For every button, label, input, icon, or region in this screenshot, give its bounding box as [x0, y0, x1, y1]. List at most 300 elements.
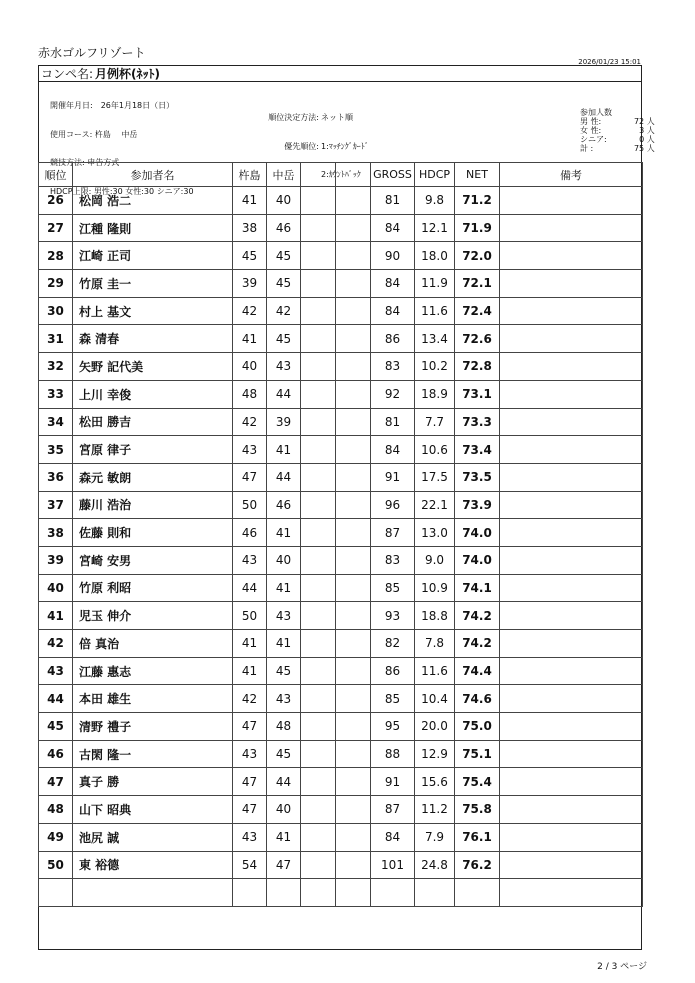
course-3-score-cell	[301, 242, 336, 270]
note-cell	[500, 353, 643, 381]
empty-cell	[415, 879, 455, 907]
note-cell	[500, 823, 643, 851]
ranking-rule-labels	[255, 94, 319, 161]
course-2-score-cell: 46	[267, 214, 301, 242]
net-cell: 72.4	[455, 297, 500, 325]
hdcp-cell: 10.6	[415, 436, 455, 464]
course-2-score-cell: 40	[267, 187, 301, 215]
course-1-score-cell: 41	[233, 657, 267, 685]
header-course-1: 杵島	[233, 163, 267, 187]
course-4-score-cell	[336, 297, 371, 325]
course-4-score-cell	[336, 408, 371, 436]
course-4-score-cell	[336, 491, 371, 519]
course-1-score-cell: 43	[233, 740, 267, 768]
participant-category: 計 :	[580, 144, 594, 153]
note-cell	[500, 408, 643, 436]
player-name-cell: 竹原 利昭	[73, 574, 233, 602]
info-course: 使用コース: 杵島 中岳	[50, 129, 138, 139]
net-cell: 72.0	[455, 242, 500, 270]
course-2-score-cell: 43	[267, 602, 301, 630]
table-row	[39, 491, 643, 519]
table-row	[39, 602, 643, 630]
empty-cell	[336, 879, 371, 907]
header-gross: GROSS	[371, 163, 415, 187]
gross-cell: 87	[371, 519, 415, 547]
note-cell	[500, 713, 643, 741]
hdcp-cell: 7.9	[415, 823, 455, 851]
net-cell: 74.6	[455, 685, 500, 713]
course-4-score-cell	[336, 187, 371, 215]
priority-1-value: 1:ﾏｯﾁﾝｸﾞｶｰﾄﾞ	[321, 141, 369, 151]
course-1-score-cell: 41	[233, 325, 267, 353]
participant-count: 72 人	[633, 117, 655, 126]
gross-cell: 85	[371, 685, 415, 713]
participant-count-row	[580, 144, 655, 153]
priority-label: 優先順位:	[284, 141, 319, 151]
course-3-score-cell	[301, 491, 336, 519]
course-1-score-cell: 48	[233, 380, 267, 408]
course-2-score-cell: 44	[267, 463, 301, 491]
table-row	[39, 851, 643, 879]
note-cell	[500, 270, 643, 298]
empty-cell	[39, 879, 73, 907]
rank-cell: 43	[39, 657, 73, 685]
gross-cell: 92	[371, 380, 415, 408]
player-name-cell: 倍 真治	[73, 630, 233, 658]
participant-count: 75 人	[633, 144, 655, 153]
gross-cell: 82	[371, 630, 415, 658]
participant-count-title: 参加人数	[580, 108, 612, 117]
course-1-score-cell: 43	[233, 823, 267, 851]
ranking-method-value: ネット順	[321, 113, 353, 122]
net-cell: 74.0	[455, 546, 500, 574]
hdcp-cell: 15.6	[415, 768, 455, 796]
priority-2-value: 2:ｶｳﾝﾄﾊﾞｯｸ	[321, 170, 361, 179]
rank-cell: 41	[39, 602, 73, 630]
course-2-score-cell: 43	[267, 685, 301, 713]
gross-cell: 86	[371, 325, 415, 353]
rank-cell: 32	[39, 353, 73, 381]
course-1-score-cell: 47	[233, 463, 267, 491]
player-name-cell: 竹原 圭一	[73, 270, 233, 298]
course-4-score-cell	[336, 574, 371, 602]
note-cell	[500, 546, 643, 574]
net-cell: 73.5	[455, 463, 500, 491]
player-name-cell: 森 清春	[73, 325, 233, 353]
player-name-cell: 森元 敏朗	[73, 463, 233, 491]
course-2-score-cell: 40	[267, 546, 301, 574]
note-cell	[500, 768, 643, 796]
note-cell	[500, 685, 643, 713]
net-cell: 73.1	[455, 380, 500, 408]
course-3-score-cell	[301, 436, 336, 464]
rank-cell: 37	[39, 491, 73, 519]
empty-cell	[301, 879, 336, 907]
table-row	[39, 657, 643, 685]
participant-category: 女 性:	[580, 126, 602, 135]
gross-cell: 101	[371, 851, 415, 879]
course-2-score-cell: 41	[267, 630, 301, 658]
course-2-score-cell: 41	[267, 436, 301, 464]
note-cell	[500, 187, 643, 215]
net-cell: 73.9	[455, 491, 500, 519]
header-name: 参加者名	[73, 163, 233, 187]
net-cell: 72.8	[455, 353, 500, 381]
course-4-score-cell	[336, 602, 371, 630]
course-3-score-cell	[301, 574, 336, 602]
note-cell	[500, 519, 643, 547]
net-cell: 74.4	[455, 657, 500, 685]
empty-row	[39, 879, 643, 907]
course-1-score-cell: 43	[233, 546, 267, 574]
gross-cell: 86	[371, 657, 415, 685]
course-2-score-cell: 44	[267, 380, 301, 408]
course-2-score-cell: 43	[267, 353, 301, 381]
header-course-3	[301, 163, 336, 187]
note-cell	[500, 242, 643, 270]
course-4-score-cell	[336, 270, 371, 298]
player-name-cell: 江藤 惠志	[73, 657, 233, 685]
course-1-score-cell: 46	[233, 519, 267, 547]
player-name-cell: 宮原 律子	[73, 436, 233, 464]
player-name-cell: 真子 勝	[73, 768, 233, 796]
competition-name: 月例杯(ﾈｯﾄ)	[95, 67, 160, 81]
rank-cell: 47	[39, 768, 73, 796]
rank-cell: 45	[39, 713, 73, 741]
rank-cell: 26	[39, 187, 73, 215]
course-1-score-cell: 42	[233, 685, 267, 713]
player-name-cell: 江種 隆則	[73, 214, 233, 242]
table-row	[39, 823, 643, 851]
course-2-score-cell: 48	[267, 713, 301, 741]
course-4-score-cell	[336, 796, 371, 824]
course-3-score-cell	[301, 546, 336, 574]
hdcp-cell: 12.1	[415, 214, 455, 242]
hdcp-cell: 12.9	[415, 740, 455, 768]
course-1-score-cell: 54	[233, 851, 267, 879]
table-row	[39, 242, 643, 270]
net-cell: 72.1	[455, 270, 500, 298]
participant-count-table	[580, 117, 655, 153]
header-net: NET	[455, 163, 500, 187]
course-4-score-cell	[336, 685, 371, 713]
participant-category: シニア:	[580, 135, 607, 144]
hdcp-cell: 10.2	[415, 353, 455, 381]
course-2-score-cell: 40	[267, 796, 301, 824]
course-3-score-cell	[301, 187, 336, 215]
rank-cell: 30	[39, 297, 73, 325]
rank-cell: 48	[39, 796, 73, 824]
rank-cell: 50	[39, 851, 73, 879]
course-2-score-cell: 45	[267, 270, 301, 298]
course-1-score-cell: 47	[233, 768, 267, 796]
table-row	[39, 214, 643, 242]
player-name-cell: 山下 昭典	[73, 796, 233, 824]
course-4-score-cell	[336, 713, 371, 741]
course-4-score-cell	[336, 768, 371, 796]
course-2-score-cell: 41	[267, 519, 301, 547]
player-name-cell: 池尻 誠	[73, 823, 233, 851]
results-table	[38, 162, 643, 907]
net-cell: 73.3	[455, 408, 500, 436]
rank-cell: 27	[39, 214, 73, 242]
rank-cell: 46	[39, 740, 73, 768]
table-row	[39, 380, 643, 408]
net-cell: 76.2	[455, 851, 500, 879]
note-cell	[500, 851, 643, 879]
empty-cell	[267, 879, 301, 907]
player-name-cell: 佐藤 則和	[73, 519, 233, 547]
table-row	[39, 463, 643, 491]
table-row	[39, 685, 643, 713]
player-name-cell: 宮崎 安男	[73, 546, 233, 574]
note-cell	[500, 602, 643, 630]
table-row	[39, 546, 643, 574]
course-2-score-cell: 45	[267, 740, 301, 768]
course-1-score-cell: 47	[233, 713, 267, 741]
course-2-score-cell: 45	[267, 242, 301, 270]
net-cell: 74.0	[455, 519, 500, 547]
course-1-score-cell: 41	[233, 630, 267, 658]
note-cell	[500, 740, 643, 768]
course-1-score-cell: 44	[233, 574, 267, 602]
table-row	[39, 270, 643, 298]
course-3-score-cell	[301, 602, 336, 630]
hdcp-cell: 10.9	[415, 574, 455, 602]
course-2-score-cell: 41	[267, 574, 301, 602]
course-3-score-cell	[301, 713, 336, 741]
course-3-score-cell	[301, 519, 336, 547]
note-cell	[500, 463, 643, 491]
player-name-cell: 村上 基文	[73, 297, 233, 325]
hdcp-cell: 18.9	[415, 380, 455, 408]
net-cell: 75.4	[455, 768, 500, 796]
course-4-score-cell	[336, 242, 371, 270]
note-cell	[500, 325, 643, 353]
info-hdcp-limit: HDCP上限: 男性:30 女性:30 シニア:30	[50, 186, 194, 196]
player-name-cell: 上川 幸俊	[73, 380, 233, 408]
course-2-score-cell: 44	[267, 768, 301, 796]
course-2-score-cell: 45	[267, 657, 301, 685]
participant-count-row	[580, 117, 655, 126]
participant-count-row	[580, 135, 655, 144]
table-row	[39, 796, 643, 824]
header-note: 備考	[500, 163, 643, 187]
net-cell: 76.1	[455, 823, 500, 851]
course-4-score-cell	[336, 657, 371, 685]
note-cell	[500, 796, 643, 824]
net-cell: 75.1	[455, 740, 500, 768]
printed-timestamp: 2026/01/23 15:01	[578, 58, 641, 66]
net-cell: 75.8	[455, 796, 500, 824]
course-1-score-cell: 42	[233, 408, 267, 436]
course-4-score-cell	[336, 380, 371, 408]
course-4-score-cell	[336, 463, 371, 491]
rank-cell: 28	[39, 242, 73, 270]
empty-cell	[233, 879, 267, 907]
hdcp-cell: 7.8	[415, 630, 455, 658]
gross-cell: 81	[371, 187, 415, 215]
empty-cell	[500, 879, 643, 907]
gross-cell: 91	[371, 463, 415, 491]
net-cell: 71.9	[455, 214, 500, 242]
table-header-row	[39, 163, 643, 187]
table-row	[39, 713, 643, 741]
hdcp-cell: 11.9	[415, 270, 455, 298]
gross-cell: 81	[371, 408, 415, 436]
hdcp-cell: 17.5	[415, 463, 455, 491]
gross-cell: 93	[371, 602, 415, 630]
course-2-score-cell: 39	[267, 408, 301, 436]
table-row	[39, 297, 643, 325]
course-2-score-cell: 41	[267, 823, 301, 851]
course-1-score-cell: 50	[233, 602, 267, 630]
gross-cell: 84	[371, 270, 415, 298]
course-4-score-cell	[336, 740, 371, 768]
course-3-score-cell	[301, 270, 336, 298]
table-row	[39, 519, 643, 547]
table-row	[39, 325, 643, 353]
rank-cell: 44	[39, 685, 73, 713]
course-4-score-cell	[336, 353, 371, 381]
hdcp-cell: 18.8	[415, 602, 455, 630]
hdcp-cell: 10.4	[415, 685, 455, 713]
table-row	[39, 740, 643, 768]
hdcp-cell: 7.7	[415, 408, 455, 436]
rank-cell: 39	[39, 546, 73, 574]
note-cell	[500, 436, 643, 464]
participant-count-box	[580, 108, 655, 153]
hdcp-cell: 11.6	[415, 297, 455, 325]
course-3-score-cell	[301, 408, 336, 436]
participant-count-row	[580, 126, 655, 135]
course-4-score-cell	[336, 823, 371, 851]
gross-cell: 84	[371, 297, 415, 325]
table-row	[39, 353, 643, 381]
gross-cell: 95	[371, 713, 415, 741]
course-2-score-cell: 46	[267, 491, 301, 519]
course-4-score-cell	[336, 325, 371, 353]
rank-cell: 35	[39, 436, 73, 464]
participant-count: 3 人	[639, 126, 655, 135]
course-1-score-cell: 47	[233, 796, 267, 824]
header-rank: 順位	[39, 163, 73, 187]
hdcp-cell: 24.8	[415, 851, 455, 879]
note-cell	[500, 380, 643, 408]
player-name-cell: 東 裕德	[73, 851, 233, 879]
player-name-cell: 古閑 隆一	[73, 740, 233, 768]
course-3-score-cell	[301, 380, 336, 408]
note-cell	[500, 491, 643, 519]
course-1-score-cell: 39	[233, 270, 267, 298]
gross-cell: 88	[371, 740, 415, 768]
rank-cell: 34	[39, 408, 73, 436]
course-3-score-cell	[301, 630, 336, 658]
course-1-score-cell: 38	[233, 214, 267, 242]
player-name-cell: 松岡 浩二	[73, 187, 233, 215]
gross-cell: 83	[371, 546, 415, 574]
table-row	[39, 630, 643, 658]
hdcp-cell: 13.0	[415, 519, 455, 547]
note-cell	[500, 297, 643, 325]
player-name-cell: 松田 勝吉	[73, 408, 233, 436]
gross-cell: 96	[371, 491, 415, 519]
net-cell: 74.2	[455, 602, 500, 630]
empty-cell	[73, 879, 233, 907]
table-row	[39, 436, 643, 464]
table-row	[39, 187, 643, 215]
empty-cell	[371, 879, 415, 907]
player-name-cell: 江崎 正司	[73, 242, 233, 270]
header-course-4	[336, 163, 371, 187]
gross-cell: 91	[371, 768, 415, 796]
rank-cell: 49	[39, 823, 73, 851]
hdcp-cell: 13.4	[415, 325, 455, 353]
course-1-score-cell: 50	[233, 491, 267, 519]
course-1-score-cell: 40	[233, 353, 267, 381]
gross-cell: 84	[371, 436, 415, 464]
rank-cell: 31	[39, 325, 73, 353]
course-3-score-cell	[301, 851, 336, 879]
net-cell: 71.2	[455, 187, 500, 215]
rank-cell: 36	[39, 463, 73, 491]
player-name-cell: 本田 雄生	[73, 685, 233, 713]
hdcp-cell: 11.2	[415, 796, 455, 824]
player-name-cell: 清野 禮子	[73, 713, 233, 741]
course-1-score-cell: 43	[233, 436, 267, 464]
course-3-score-cell	[301, 297, 336, 325]
info-method: 競技方法: 申告方式	[50, 158, 120, 167]
course-3-score-cell	[301, 214, 336, 242]
course-3-score-cell	[301, 325, 336, 353]
course-3-score-cell	[301, 796, 336, 824]
course-4-score-cell	[336, 851, 371, 879]
participant-count: 0 人	[639, 135, 655, 144]
course-3-score-cell	[301, 353, 336, 381]
gross-cell: 83	[371, 353, 415, 381]
course-4-score-cell	[336, 519, 371, 547]
course-3-score-cell	[301, 685, 336, 713]
table-row	[39, 768, 643, 796]
gross-cell: 87	[371, 796, 415, 824]
hdcp-cell: 9.8	[415, 187, 455, 215]
hdcp-cell: 22.1	[415, 491, 455, 519]
player-name-cell: 児玉 伸介	[73, 602, 233, 630]
course-3-score-cell	[301, 768, 336, 796]
gross-cell: 84	[371, 823, 415, 851]
gross-cell: 84	[371, 214, 415, 242]
course-4-score-cell	[336, 436, 371, 464]
gross-cell: 90	[371, 242, 415, 270]
rank-cell: 38	[39, 519, 73, 547]
course-2-score-cell: 47	[267, 851, 301, 879]
player-name-cell: 矢野 記代美	[73, 353, 233, 381]
rank-cell: 42	[39, 630, 73, 658]
net-cell: 73.4	[455, 436, 500, 464]
hdcp-cell: 9.0	[415, 546, 455, 574]
course-1-score-cell: 42	[233, 297, 267, 325]
table-row	[39, 574, 643, 602]
player-name-cell: 藤川 浩治	[73, 491, 233, 519]
header-course-2: 中岳	[267, 163, 301, 187]
rank-cell: 40	[39, 574, 73, 602]
net-cell: 72.6	[455, 325, 500, 353]
note-cell	[500, 630, 643, 658]
header-hdcp: HDCP	[415, 163, 455, 187]
rank-cell: 33	[39, 380, 73, 408]
table-row	[39, 408, 643, 436]
course-2-score-cell: 42	[267, 297, 301, 325]
